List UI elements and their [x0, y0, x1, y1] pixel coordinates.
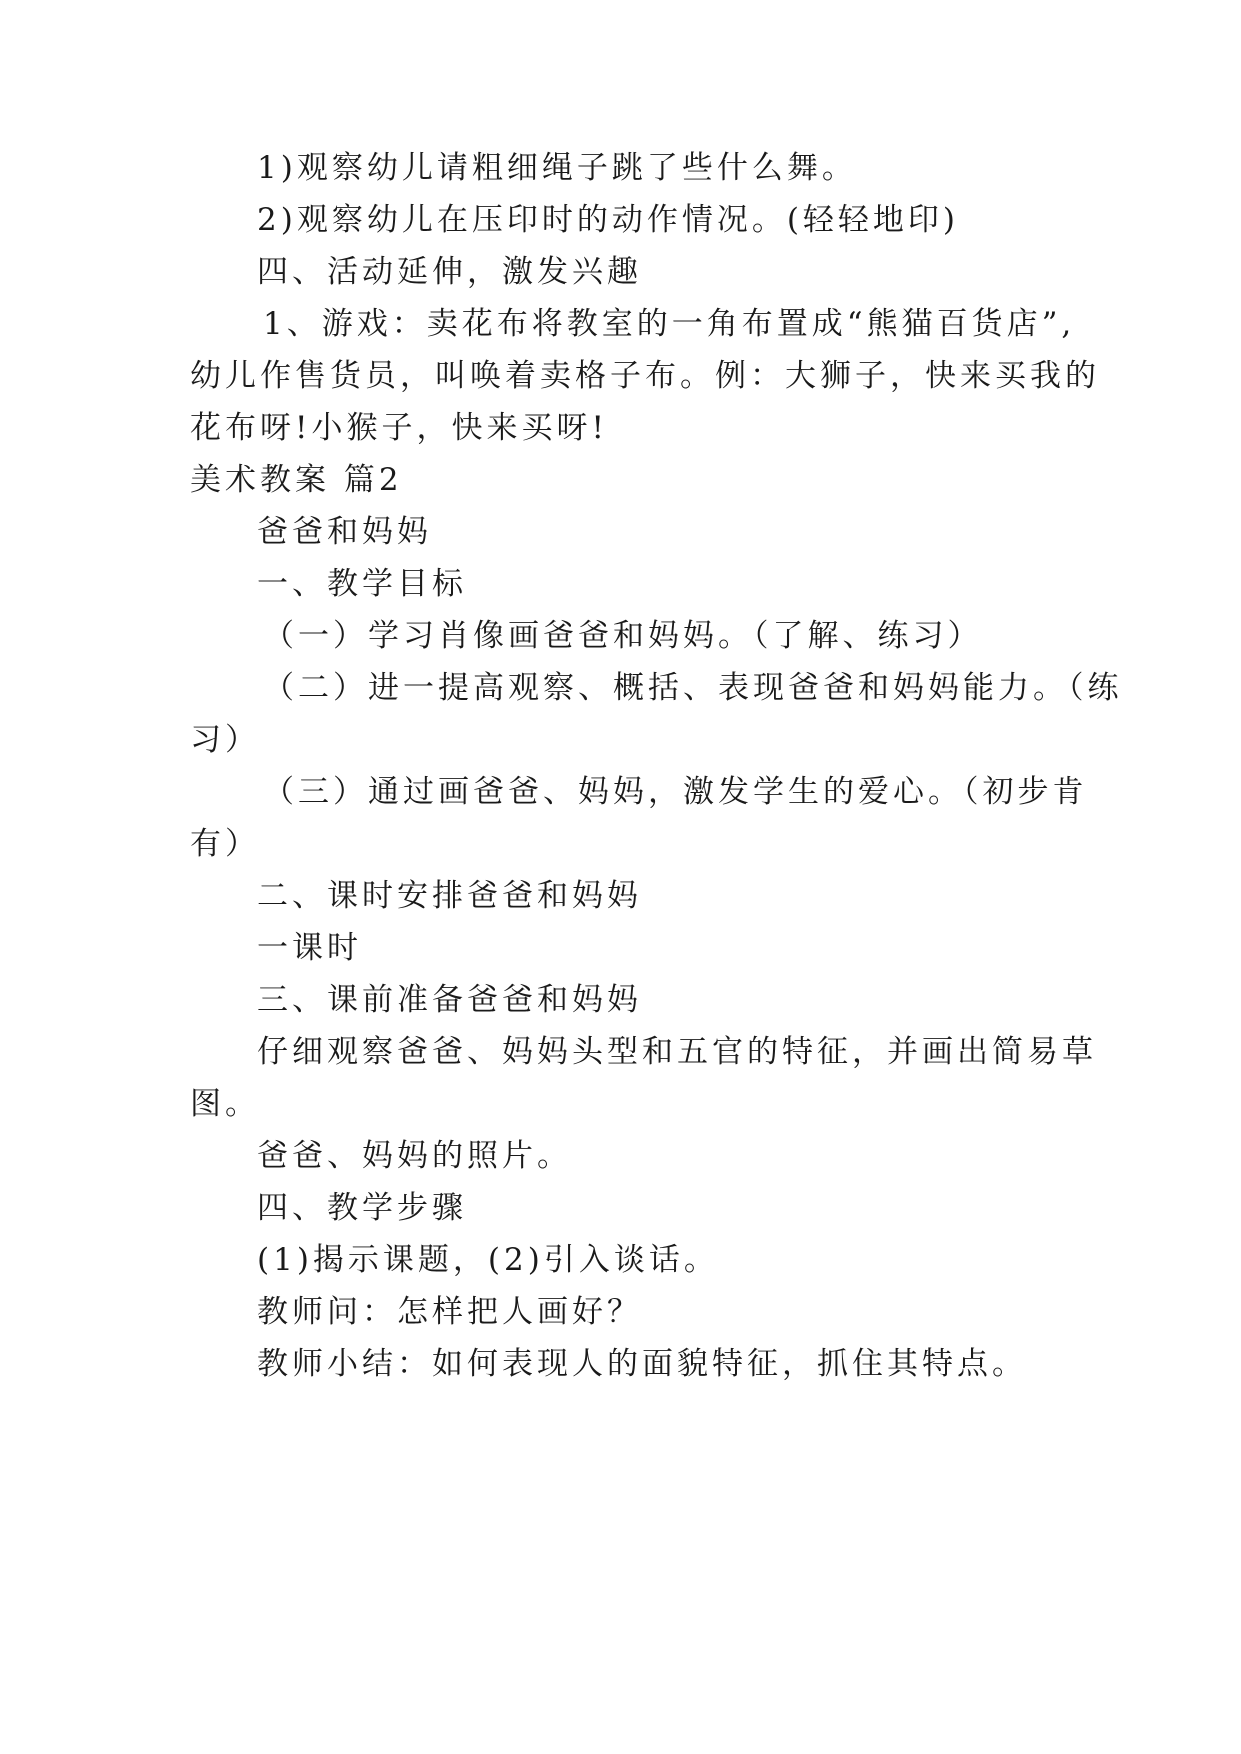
- text-line-22: (1)揭示课题，(2)引入谈话。: [257, 1242, 719, 1278]
- lesson-title: 爸爸和妈妈: [257, 514, 432, 550]
- text-line-17: 三、课前准备爸爸和妈妈: [257, 982, 642, 1018]
- text-line-16: 一课时: [257, 930, 362, 966]
- text-line-1: 1)观察幼儿请粗细绳子跳了些什么舞。: [257, 150, 857, 186]
- text-line-5: 幼儿作售货员，叫唤着卖格子布。例：大狮子，快来买我的: [190, 358, 1100, 394]
- text-line-19: 图。: [190, 1086, 260, 1122]
- text-line-13: （三）通过画爸爸、妈妈，激发学生的爱心。（初步肯: [263, 774, 1088, 810]
- text-line-4: 1、游戏：卖花布将教室的一角布置成“熊猫百货店”,: [263, 306, 1076, 342]
- text-line-3: 四、活动延伸，激发兴趣: [257, 254, 642, 290]
- text-line-6: 花布呀!小猴子，快来买呀!: [190, 410, 608, 446]
- section-heading: 美术教案 篇2: [190, 462, 403, 498]
- text-line-9: 一、教学目标: [257, 566, 467, 602]
- text-line-18: 仔细观察爸爸、妈妈头型和五官的特征，并画出简易草: [257, 1034, 1097, 1070]
- text-line-2: 2)观察幼儿在压印时的动作情况。(轻轻地印): [257, 202, 960, 238]
- text-line-20: 爸爸、妈妈的照片。: [257, 1138, 572, 1174]
- text-line-12: 习）: [190, 722, 260, 758]
- text-line-11: （二）进一提高观察、概括、表现爸爸和妈妈能力。（练: [263, 670, 1123, 706]
- text-line-15: 二、课时安排爸爸和妈妈: [257, 878, 642, 914]
- text-line-23: 教师问：怎样把人画好？: [257, 1294, 642, 1330]
- text-line-14: 有）: [190, 826, 260, 862]
- text-line-21: 四、教学步骤: [257, 1190, 467, 1226]
- text-line-24: 教师小结：如何表现人的面貌特征，抓住其特点。: [257, 1346, 1027, 1382]
- text-line-10: （一）学习肖像画爸爸和妈妈。（了解、练习）: [263, 618, 983, 654]
